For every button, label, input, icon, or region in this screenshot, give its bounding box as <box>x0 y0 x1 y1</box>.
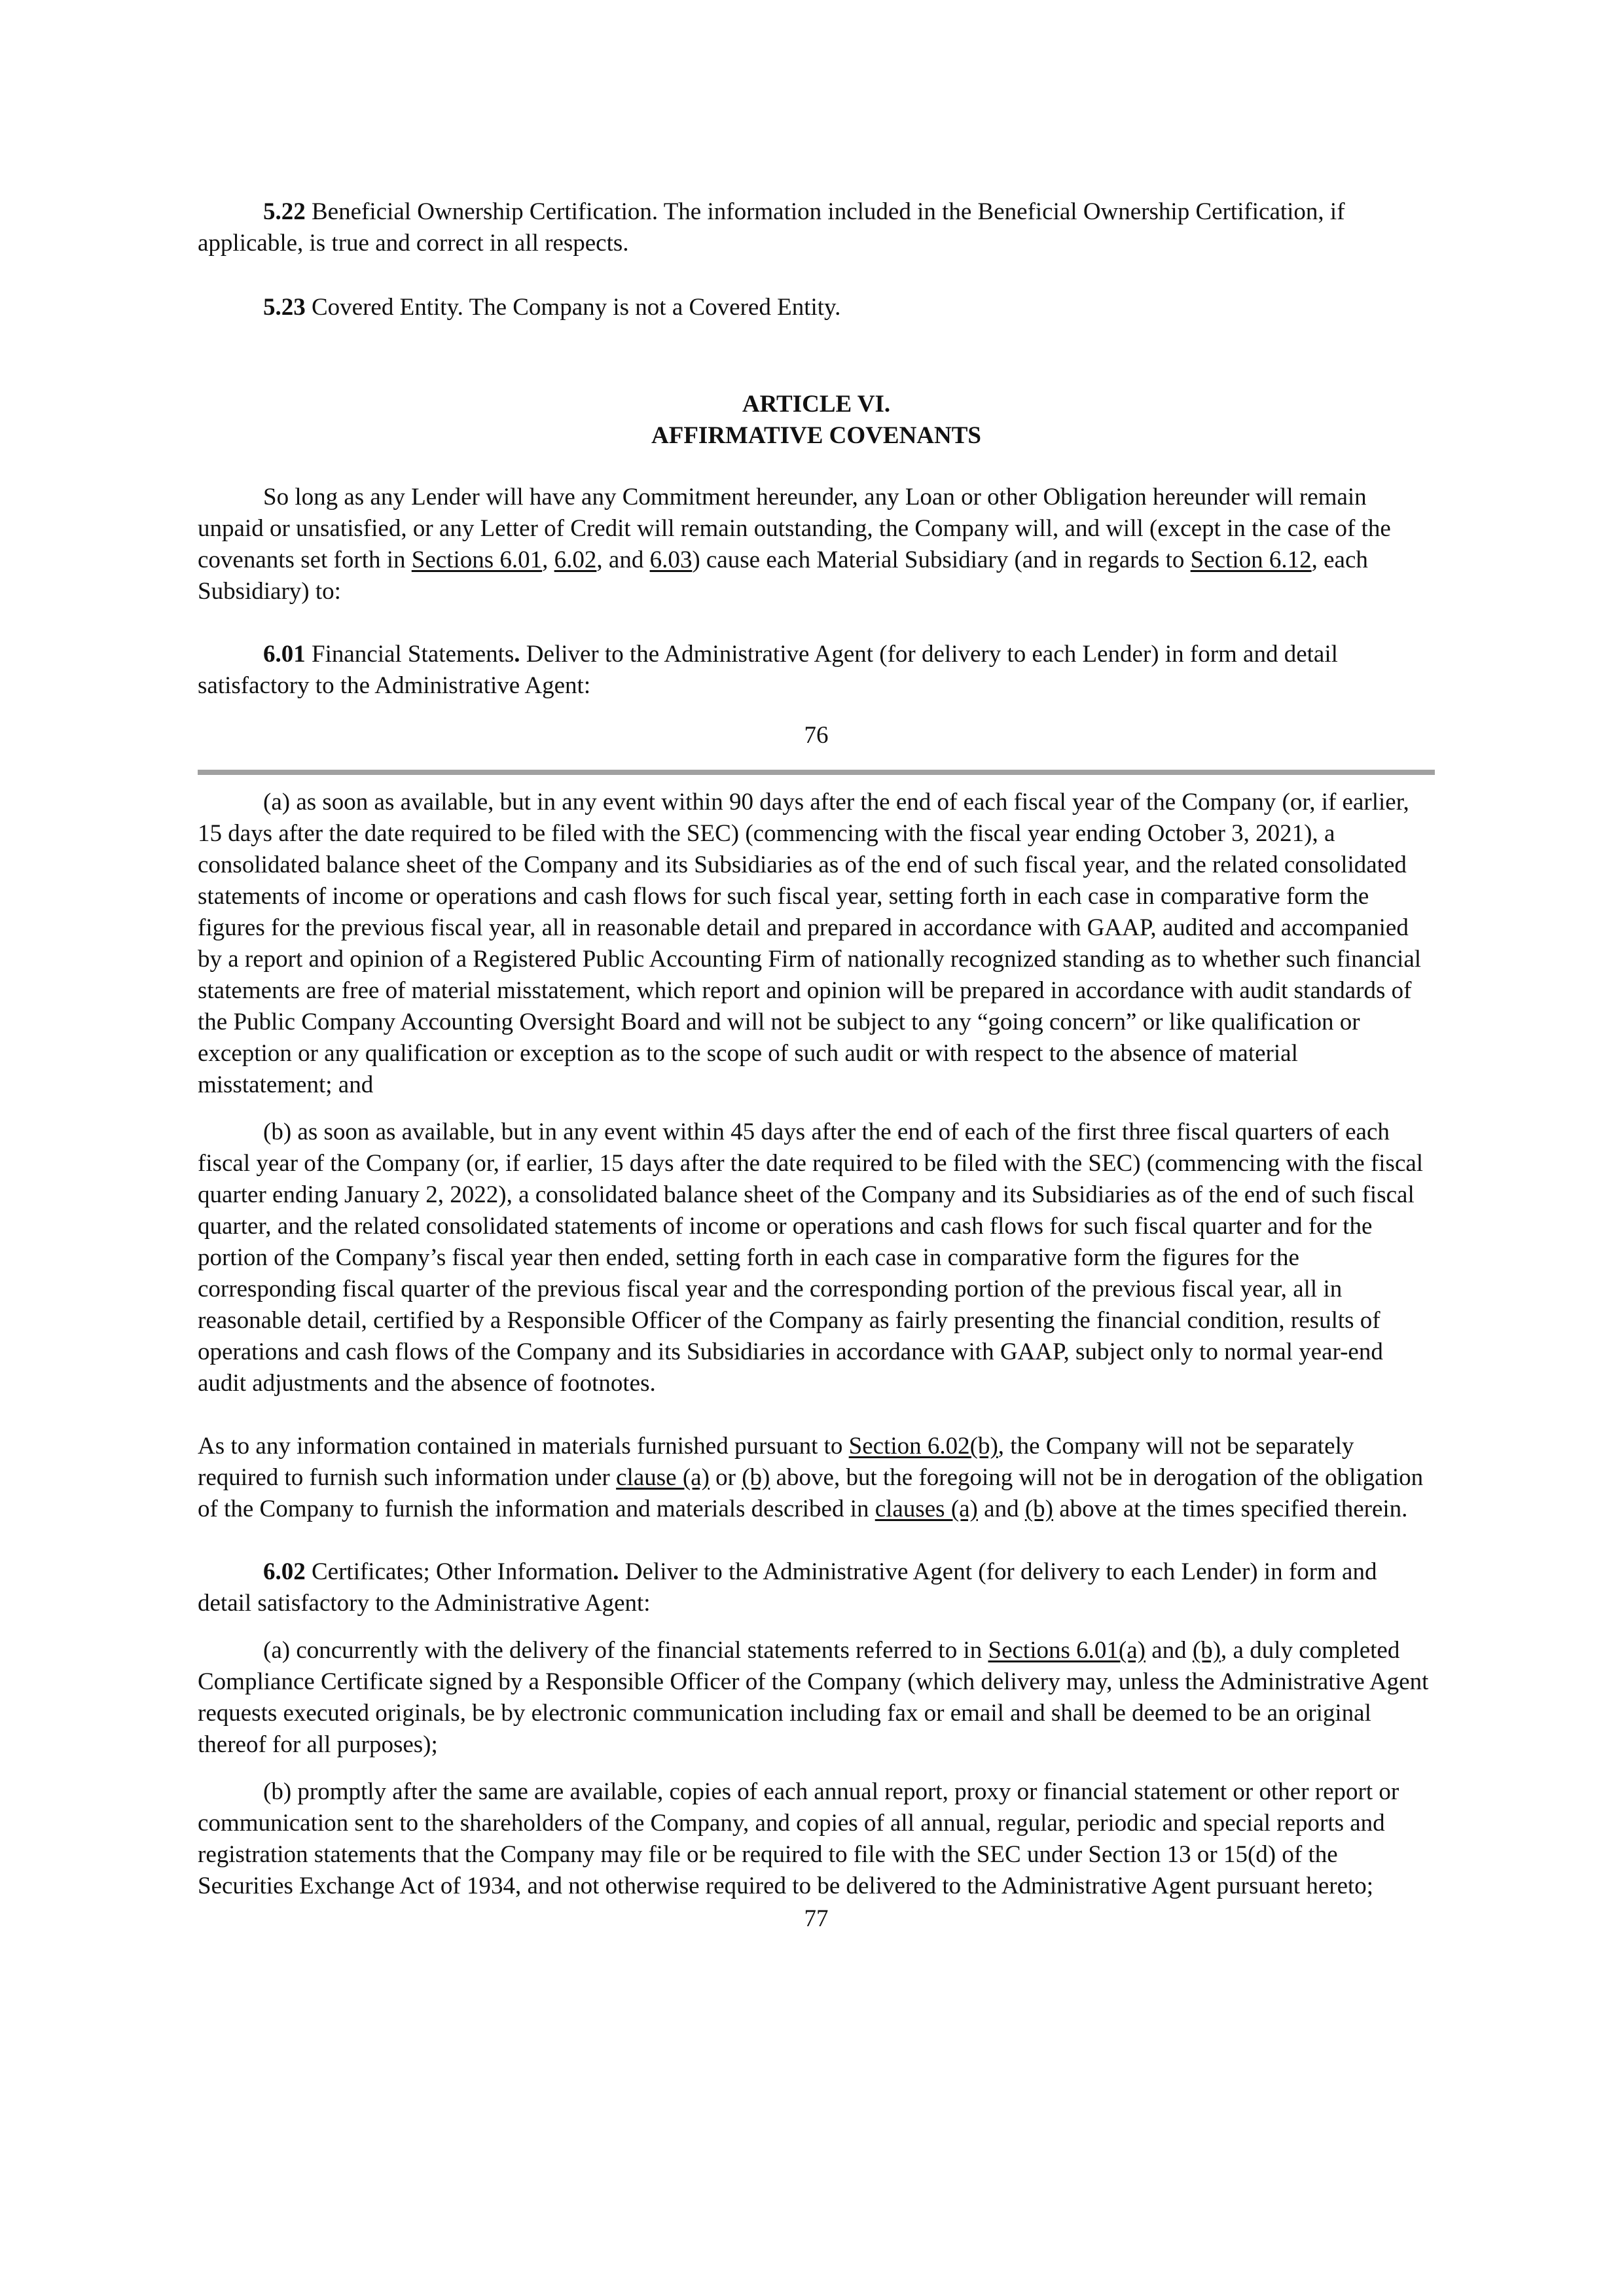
paragraph-6-02-a: (a) concurrently with the delivery of the financial statements referred to in Sections 6.01(a) and (b), a duly completed Compliance Certificate signed by a Responsible Officer of the Company (which delivery may, unless the Administrative Agent requests executed originals, be by electronic communication including fax or email and shall be deemed to be an original thereof for all purposes); <box>198 1637 1429 1758</box>
section-number: 5.23 <box>263 294 306 321</box>
section-6-01: 6.01 Financial Statements. Deliver to the Administrative Agent (for delivery to each Lender) in form and detail satisfactory to the Administrative Agent: <box>198 641 1338 699</box>
section-number: 6.02 <box>263 1558 306 1585</box>
section-number: 5.22 <box>263 198 306 225</box>
section-text: Beneficial Ownership Certification. The information included in the Beneficial Ownership Certification, if applicable, is true and correct in all respects. <box>198 198 1345 257</box>
article-number: ARTICLE VI. <box>742 391 891 418</box>
section-reference: (b) <box>1192 1637 1221 1664</box>
section-reference: (b) <box>742 1464 770 1491</box>
section-heading: Certificates; Other Information <box>305 1558 613 1585</box>
section-text: Deliver to the Administrative Agent (for delivery to each Lender) in form and detail satisfactory to the Administrative Agent: <box>198 641 1338 699</box>
article-title: AFFIRMATIVE COVENANTS <box>651 422 981 449</box>
section-text: Deliver to the Administrative Agent (for delivery to each Lender) in form and detail satisfactory to the Administrative Agent: <box>198 1558 1377 1617</box>
document-page <box>198 196 1435 1935</box>
section-reference: clause (a) <box>616 1464 710 1491</box>
section-reference: 6.03 <box>649 547 693 573</box>
section-6-02: 6.02 Certificates; Other Information. Deliver to the Administrative Agent (for delivery to each Lender) in form and detail satisfactory to the Administrative Agent: <box>198 1558 1377 1617</box>
page-number: 77 <box>804 1905 829 1932</box>
article-intro: So long as any Lender will have any Commitment hereunder, any Loan or other Obligation hereunder will remain unpaid or unsatisfied, or any Letter of Credit will remain outstanding, the Company will, and will (except in the case of the covenants set forth in Sections 6.01, 6.02, and 6.03) cause each Material Subsidiary (and in regards to Section 6.12, each Subsidiary) to: <box>198 484 1391 605</box>
section-reference: Section 6.02(b) <box>848 1433 998 1460</box>
section-5-23 <box>198 292 1435 323</box>
section-reference: (b) <box>1024 1496 1053 1522</box>
section-reference: clauses (a) <box>875 1496 978 1522</box>
page-number: 76 <box>804 722 829 749</box>
section-5-22 <box>198 196 1435 259</box>
page-divider <box>198 770 1435 775</box>
article-heading <box>198 389 1435 452</box>
paragraph-6-01-a: (a) as soon as available, but in any event within 90 days after the end of each fiscal year of the Company (or, if earlier, 15 days after the date required to be filed with the SEC) (commencing with the fiscal year ending October 3, 2021), a consolidated balance sheet of the Company and its Subsidiaries as of the end of such fiscal year, and the related consolidated statements of income or operations and cash flows for such fiscal year, setting forth in each case in comparative form the figures for the previous fiscal year, all in reasonable detail and prepared in accordance with GAAP, audited and accompanied by a report and opinion of a Registered Public Accounting Firm of nationally recognized standing as to whether such financial statements are free of material misstatement, which report and opinion will be prepared in accordance with audit standards of the Public Company Accounting Oversight Board and will not be subject to any “going concern” or like qualification or exception or any qualification or exception as to the scope of such audit or with respect to the absence of material misstatement; and <box>198 789 1422 1098</box>
paragraph-as-to: As to any information contained in materials furnished pursuant to Section 6.02(b), the Company will not be separately required to furnish such information under clause (a) or (b) above, but the foregoing will not be in derogation of the obligation of the Company to furnish the information and materials described in clauses (a) and (b) above at the times specified therein. <box>198 1433 1424 1522</box>
paragraph-6-02-b: (b) promptly after the same are available, copies of each annual report, proxy or financial statement or other report or communication sent to the shareholders of the Company, and copies of all annual, regular, periodic and special reports and registration statements that the Company may file or be required to file with the SEC under Section 13 or 15(d) of the Securities Exchange Act of 1934, and not otherwise required to be delivered to the Administrative Agent pursuant hereto; <box>198 1778 1399 1899</box>
section-reference: Section 6.12 <box>1190 547 1312 573</box>
section-number: 6.01 <box>263 641 306 668</box>
section-text: Covered Entity. The Company is not a Covered Entity. <box>305 294 841 321</box>
paragraph-6-01-b: (b) as soon as available, but in any event within 45 days after the end of each of the first three fiscal quarters of each fiscal year of the Company (or, if earlier, 15 days after the date required to be filed with the SEC) (commencing with the fiscal quarter ending January 2, 2022), a consolidated balance sheet of the Company and its Subsidiaries as of the end of such fiscal quarter, and the related consolidated statements of income or operations and cash flows for such fiscal quarter and for the portion of the Company’s fiscal year then ended, setting forth in each case in comparative form the figures for the corresponding fiscal quarter of the previous fiscal year and the corresponding portion of the previous fiscal year, all in reasonable detail, certified by a Responsible Officer of the Company as fairly presenting the financial condition, results of operations and cash flows of the Company and its Subsidiaries in accordance with GAAP, subject only to normal year-end audit adjustments and the absence of footnotes. <box>198 1119 1424 1397</box>
section-reference: Sections 6.01(a) <box>988 1637 1146 1664</box>
section-reference: Sections 6.01 <box>411 547 543 573</box>
section-heading: Financial Statements <box>305 641 514 668</box>
section-reference: 6.02 <box>554 547 597 573</box>
